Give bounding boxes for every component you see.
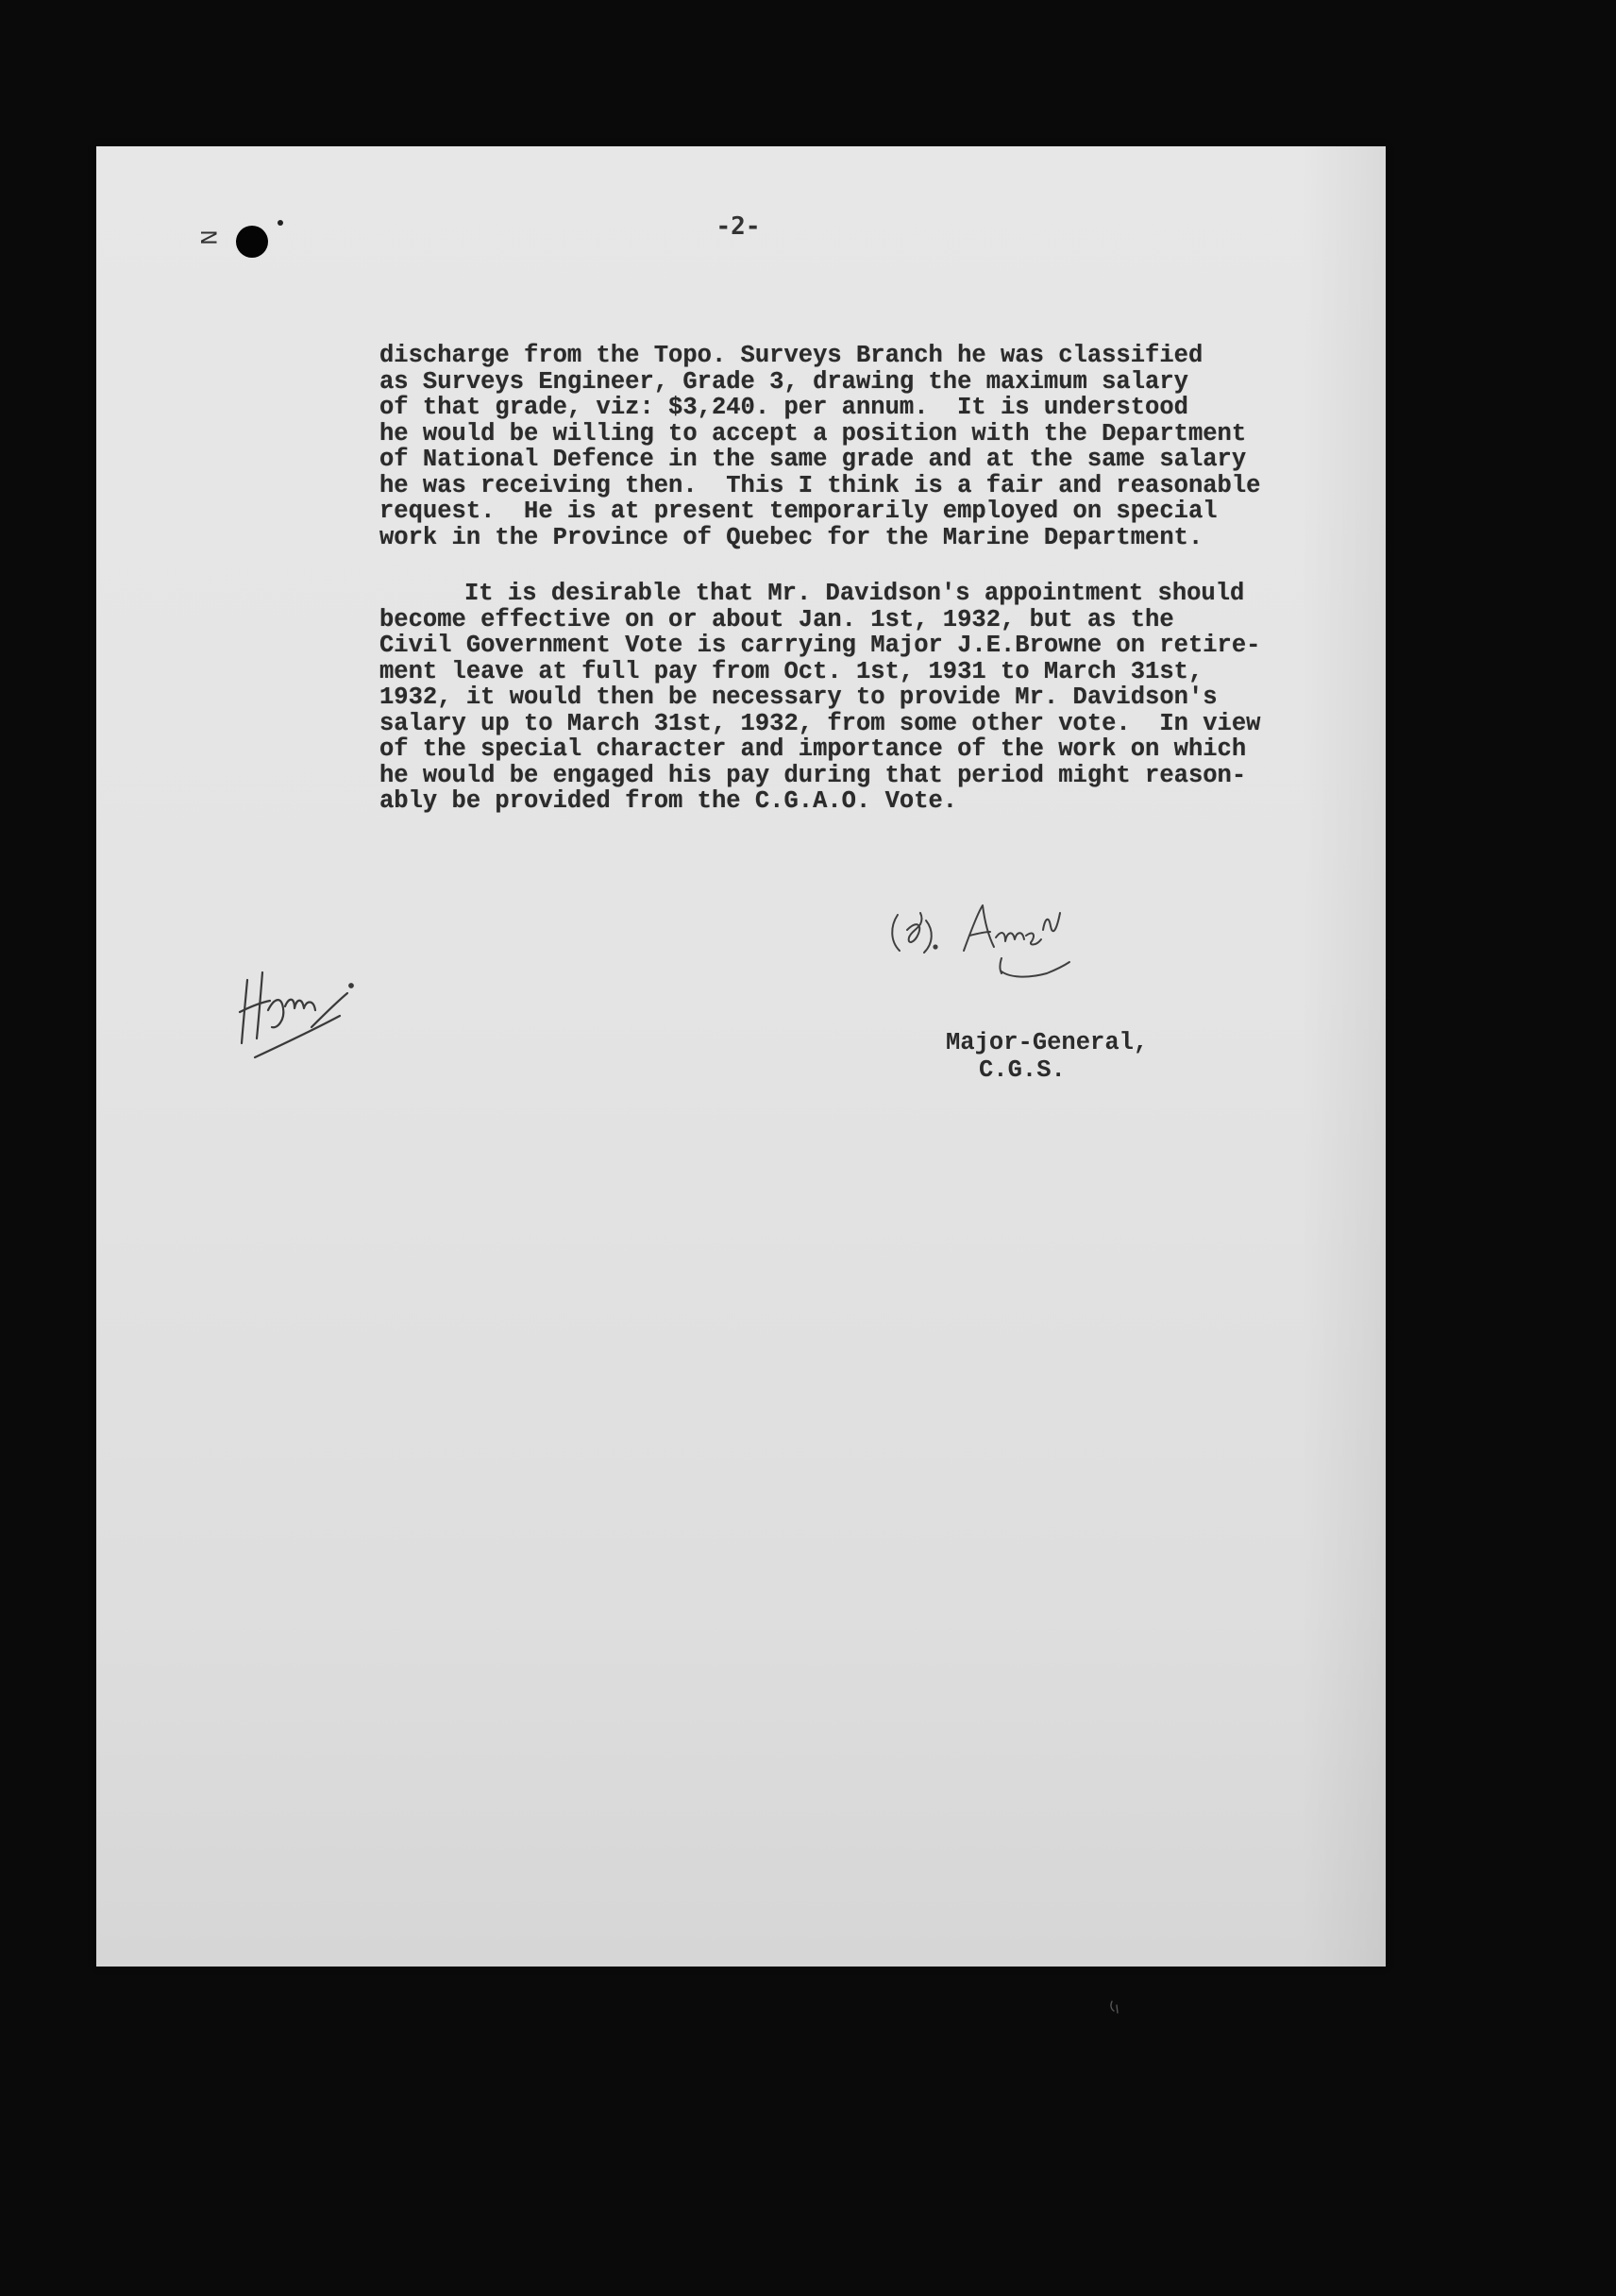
text-line: discharge from the Topo. Surveys Branch he was classified [379,342,1204,369]
text-line: become effective on or about Jan. 1st, 1932, but as the [379,605,1174,633]
text-line: of the special character and importance of the work on which [379,735,1247,763]
text-line: ment leave at full pay from Oct. 1st, 1931 to March 31st, [379,657,1204,685]
text-line: It is desirable that Mr. Davidson's appointment should [464,580,1245,607]
text-line: work in the Province of Quebec for the Marine Department. [379,523,1204,551]
signature-block [946,1029,1172,1084]
document-page [96,146,1386,1967]
signatory-rank: Major-General, [946,1029,1149,1056]
text-line: as Surveys Engineer, Grade 3, drawing the maximum salary [379,367,1188,396]
text-line: of that grade, viz: $3,240. per annum. It is understood [379,394,1188,421]
signatory-title: C.G.S. [979,1056,1066,1084]
text-line: he was receiving then. This I think is a fair and reasonable [379,471,1261,499]
text-line: of National Defence in the same grade and at the same salary [379,446,1247,473]
handwritten-initials [227,954,359,1067]
text-line: request. He is at present temporarily employed on special [379,498,1218,525]
paragraph-1 [379,343,1380,550]
text-line: he would be willing to accept a position with the Department [379,419,1247,447]
film-speck [1108,2000,1121,2015]
margin-mark: N [198,229,223,245]
text-line: salary up to March 31st, 1932, from some other vote. In view [379,709,1261,737]
text-line: 1932, it would then be necessary to provide Mr. Davidson's [379,684,1218,711]
page-number: -2- [715,212,761,241]
text-line: he would be engaged his pay during that period might reason- [379,761,1247,789]
text-line: Civil Government Vote is carrying Major J.E.Browne on retire- [379,632,1261,659]
punch-hole-speck [278,220,283,226]
paragraph-spacer [379,550,1380,581]
text-line: ably be provided from the C.G.A.O. Vote. [379,787,958,815]
punch-hole [236,226,268,258]
letter-body [379,343,1380,815]
paragraph-2 [379,581,1380,815]
handwritten-signature [884,892,1092,987]
